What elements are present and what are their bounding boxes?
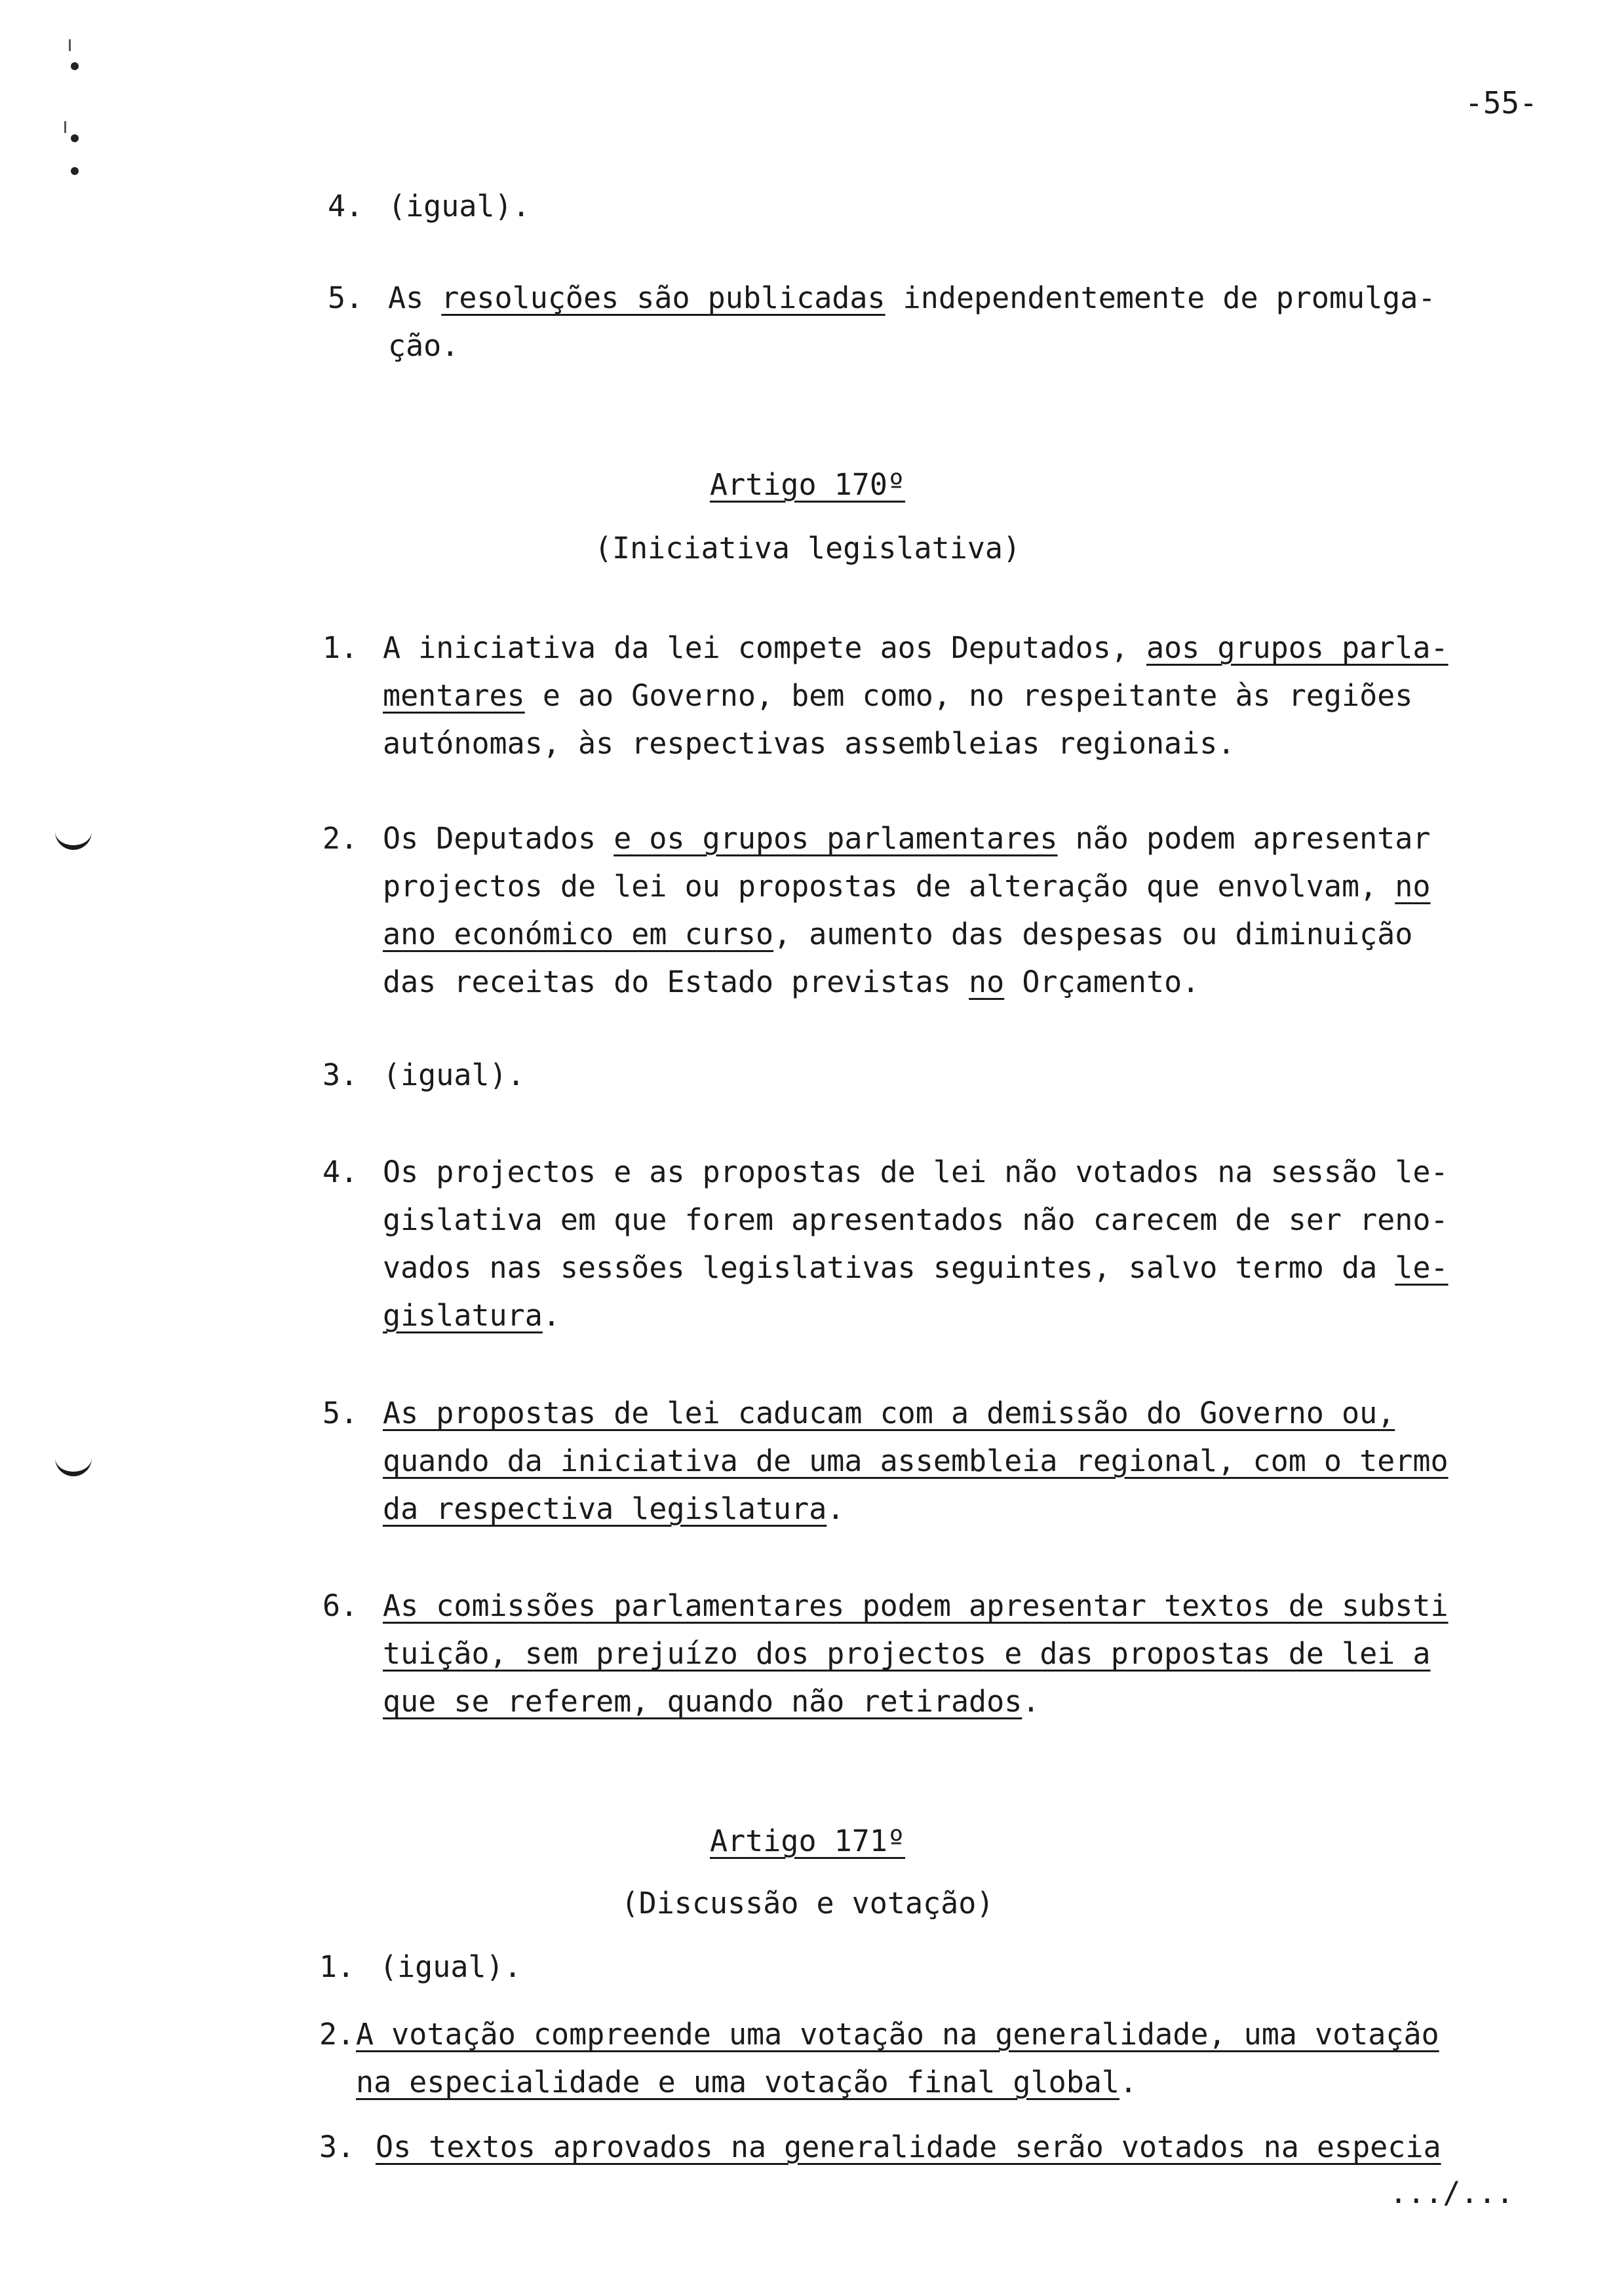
article-170-paragraph-5: 5. As propostas de lei caducam com a demissão do Governo ou, quando da iniciativa de uma assembleia regional, com o termo da respectiva legislatura. xyxy=(322,1396,1449,1526)
article-170-paragraph-2: 2. Os Deputados e os grupos parlamentares não podem apresentar projectos de lei ou propostas de alteração que envolvam, no ano económico em curso, aumento das despesas ou diminuição das receitas do Estado previstas no Orçamento. xyxy=(322,821,1431,999)
article-171-paragraph-2: 2.A votação compreende uma votação na generalidade, uma votação na especialidade e uma votação final global. xyxy=(319,2017,1439,2099)
paragraph-number: 4. xyxy=(328,189,364,223)
margin-dot xyxy=(71,167,79,175)
margin-bracket xyxy=(55,828,92,850)
underlined-text: resoluções são publicadas xyxy=(441,280,885,315)
article-170-paragraph-6: 6. As comissões parlamentares podem apresentar textos de substi tuição, sem prejuízo dos projectos e das propostas de lei a que se referem, quando não retirados. xyxy=(322,1588,1449,1719)
paragraph-text: (igual). xyxy=(388,189,530,223)
margin-dot xyxy=(71,62,79,70)
article-subtitle: (Iniciativa legislativa) xyxy=(594,531,1021,565)
margin-dot xyxy=(71,134,79,142)
article-170-paragraph-4: 4. Os projectos e as propostas de lei não votados na sessão le- gislativa em que forem apresentados não carecem de ser reno- vados nas sessões legislativas seguintes, salvo termo da le- gislatura. xyxy=(322,1155,1449,1333)
continuation-mark: .../... xyxy=(1390,2175,1514,2210)
paragraph-5-prev: 5. As resoluções são publicadas independentemente de promulga- ção. xyxy=(328,274,1435,370)
article-subtitle: (Discussão e votação) xyxy=(621,1886,994,1921)
article-title: Artigo 170º xyxy=(709,467,905,502)
margin-tick xyxy=(64,121,66,133)
margin-bracket xyxy=(55,1455,92,1476)
article-171-paragraph-1: 1. (igual). xyxy=(319,1949,522,1984)
paragraph-4-prev xyxy=(328,182,530,230)
article-170-paragraph-1: 1. A iniciativa da lei compete aos Deputados, aos grupos parla- mentares e ao Governo, bem como, no respeitante às regiões autónomas, às respectivas assembleias regionais. xyxy=(322,630,1449,761)
page-number: -55- xyxy=(1465,85,1538,121)
article-title: Artigo 171º xyxy=(709,1824,905,1858)
paragraph-number: 5. xyxy=(328,280,364,315)
article-171-paragraph-3: 3. Os textos aprovados na generalidade serão votados na especia xyxy=(319,2130,1441,2164)
margin-tick xyxy=(69,39,71,51)
article-170-paragraph-3: 3. (igual). xyxy=(322,1058,525,1092)
